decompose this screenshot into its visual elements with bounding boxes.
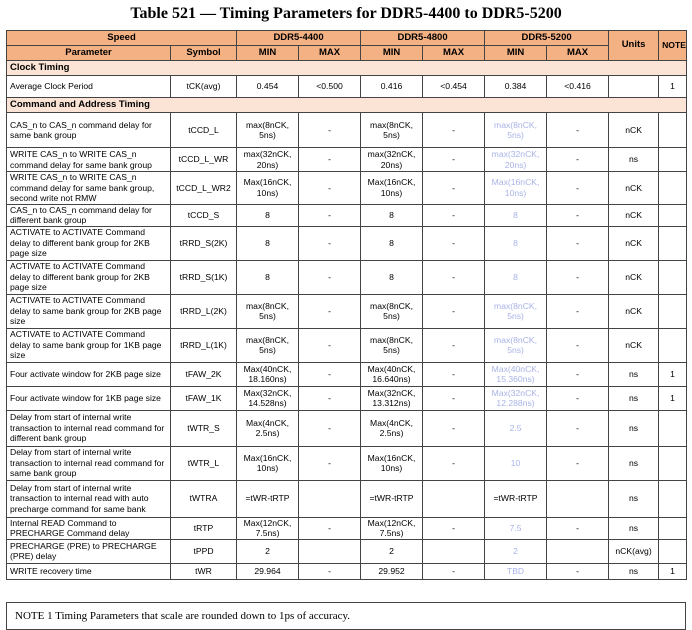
table-row (7, 172, 687, 205)
max-4400-cell: - (299, 148, 361, 172)
parameter-cell: WRITE CAS_n to WRITE CAS_n command delay for same bank group, second write not RMW (7, 172, 171, 205)
min-4400-cell: 2 (237, 539, 299, 563)
min-5200-cell: 8 (485, 260, 547, 294)
min-header: MIN (237, 46, 299, 61)
max-5200-cell: - (547, 148, 609, 172)
units-cell: nCK (609, 226, 659, 260)
parameter-cell: Delay from start of internal write transaction to internal read command for different bank group (7, 410, 171, 446)
parameter-cell: Delay from start of internal write transaction to internal read with auto precharge command for same bank (7, 480, 171, 517)
min-4800-cell: Max(4nCK, 2.5ns) (361, 410, 423, 446)
units-cell: ns (609, 386, 659, 410)
max-5200-cell: - (547, 294, 609, 328)
min-4800-cell: max(8nCK, 5ns) (361, 328, 423, 362)
note-cell: 1 (659, 362, 687, 386)
symbol-cell: tWR (171, 563, 237, 579)
symbol-cell: tRRD_S(2K) (171, 226, 237, 260)
min-5200-cell: =tWR-tRTP (485, 480, 547, 517)
max-4800-cell (423, 539, 485, 563)
max-5200-cell: - (547, 172, 609, 205)
min-4400-cell: =tWR-tRTP (237, 480, 299, 517)
max-5200-cell (547, 480, 609, 517)
max-header: MAX (547, 46, 609, 61)
max-4400-cell: - (299, 204, 361, 226)
min-4800-cell: Max(12nCK, 7.5ns) (361, 517, 423, 539)
note-header: NOTE (659, 31, 687, 61)
table-row (7, 328, 687, 362)
parameter-cell: Four activate window for 1KB page size (7, 386, 171, 410)
symbol-cell: tFAW_2K (171, 362, 237, 386)
section-label: Command and Address Timing (7, 98, 687, 113)
section-label: Clock Timing (7, 61, 687, 76)
max-5200-cell: - (547, 563, 609, 579)
max-4800-cell: - (423, 517, 485, 539)
units-cell: ns (609, 362, 659, 386)
table-row (7, 539, 687, 563)
max-5200-cell: - (547, 328, 609, 362)
max-4400-cell: - (299, 517, 361, 539)
symbol-cell: tCCD_L_WR2 (171, 172, 237, 205)
min-4400-cell: 29.964 (237, 563, 299, 579)
table-row (7, 204, 687, 226)
max-4400-cell: - (299, 446, 361, 480)
timing-table (6, 30, 687, 580)
min-5200-cell: 0.384 (485, 76, 547, 98)
min-5200-cell: 8 (485, 204, 547, 226)
units-cell: ns (609, 148, 659, 172)
max-4400-cell (299, 480, 361, 517)
min-4400-cell: Max(32nCK, 14.528ns) (237, 386, 299, 410)
max-5200-cell: - (547, 446, 609, 480)
min-4800-cell: Max(40nCK, 16.640ns) (361, 362, 423, 386)
parameter-cell: WRITE recovery time (7, 563, 171, 579)
units-cell (609, 76, 659, 98)
min-4400-cell: Max(12nCK, 7.5ns) (237, 517, 299, 539)
min-4400-cell: 0.454 (237, 76, 299, 98)
max-4400-cell: - (299, 410, 361, 446)
table-row (7, 76, 687, 98)
max-4400-cell: - (299, 563, 361, 579)
max-4800-cell: - (423, 410, 485, 446)
units-cell: nCK (609, 328, 659, 362)
table-row (7, 386, 687, 410)
max-4400-cell: - (299, 226, 361, 260)
note-cell (659, 172, 687, 205)
table-row (7, 294, 687, 328)
units-cell: nCK (609, 113, 659, 148)
note-cell (659, 260, 687, 294)
max-4400-cell: - (299, 172, 361, 205)
min-4400-cell: 8 (237, 204, 299, 226)
note-cell (659, 113, 687, 148)
min-4400-cell: Max(16nCK, 10ns) (237, 172, 299, 205)
table-row (7, 517, 687, 539)
units-header: Units (609, 31, 659, 61)
min-4400-cell: Max(40nCK, 18.160ns) (237, 362, 299, 386)
max-4400-cell: - (299, 362, 361, 386)
table-row (7, 113, 687, 148)
units-cell: nCK (609, 260, 659, 294)
min-5200-cell: 2 (485, 539, 547, 563)
units-cell: ns (609, 480, 659, 517)
parameter-cell: ACTIVATE to ACTIVATE Command delay to different bank group for 2KB page size (7, 260, 171, 294)
section-row (7, 61, 687, 76)
footnote: NOTE 1 Timing Parameters that scale are rounded down to 1ps of accuracy. (6, 602, 686, 630)
symbol-header: Symbol (171, 46, 237, 61)
table-row (7, 226, 687, 260)
min-4800-cell: 8 (361, 204, 423, 226)
min-4800-cell: 8 (361, 260, 423, 294)
note-cell: 1 (659, 386, 687, 410)
min-4800-cell: max(8nCK, 5ns) (361, 294, 423, 328)
min-4400-cell: Max(16nCK, 10ns) (237, 446, 299, 480)
min-5200-cell: Max(40nCK, 15.360ns) (485, 362, 547, 386)
symbol-cell: tRRD_L(1K) (171, 328, 237, 362)
max-5200-cell (547, 539, 609, 563)
symbol-cell: tRRD_L(2K) (171, 294, 237, 328)
units-cell: ns (609, 446, 659, 480)
max-4800-cell: - (423, 386, 485, 410)
symbol-cell: tWTR_L (171, 446, 237, 480)
min-5200-cell: Max(32nCK, 12.288ns) (485, 386, 547, 410)
parameter-cell: ACTIVATE to ACTIVATE Command delay to different bank group for 2KB page size (7, 226, 171, 260)
symbol-cell: tRTP (171, 517, 237, 539)
units-cell: ns (609, 517, 659, 539)
table-row (7, 410, 687, 446)
note-cell (659, 226, 687, 260)
min-4400-cell: Max(4nCK, 2.5ns) (237, 410, 299, 446)
table-row (7, 446, 687, 480)
min-5200-cell: TBD (485, 563, 547, 579)
max-4800-cell: - (423, 172, 485, 205)
max-4800-cell: - (423, 446, 485, 480)
note-cell: 1 (659, 76, 687, 98)
min-4400-cell: max(8nCK, 5ns) (237, 294, 299, 328)
note-cell (659, 446, 687, 480)
symbol-cell: tWTRA (171, 480, 237, 517)
max-header: MAX (423, 46, 485, 61)
parameter-cell: Internal READ Command to PRECHARGE Command delay (7, 517, 171, 539)
min-4400-cell: 8 (237, 226, 299, 260)
max-5200-cell: - (547, 517, 609, 539)
max-5200-cell: - (547, 410, 609, 446)
symbol-cell: tPPD (171, 539, 237, 563)
max-4400-cell (299, 539, 361, 563)
max-4800-cell: - (423, 148, 485, 172)
parameter-header: Parameter (7, 46, 171, 61)
max-4400-cell: - (299, 294, 361, 328)
min-4800-cell: 29.952 (361, 563, 423, 579)
min-4400-cell: max(8nCK, 5ns) (237, 328, 299, 362)
symbol-cell: tCCD_S (171, 204, 237, 226)
note-cell (659, 204, 687, 226)
max-4800-cell: - (423, 204, 485, 226)
parameter-cell: CAS_n to CAS_n command delay for different bank group (7, 204, 171, 226)
min-5200-cell: max(32nCK, 20ns) (485, 148, 547, 172)
table-row (7, 362, 687, 386)
max-4800-cell: <0.454 (423, 76, 485, 98)
units-cell: nCK (609, 294, 659, 328)
symbol-cell: tCK(avg) (171, 76, 237, 98)
max-5200-cell: <0.416 (547, 76, 609, 98)
note-cell (659, 539, 687, 563)
parameter-cell: Delay from start of internal write transaction to internal read command for same bank group (7, 446, 171, 480)
max-4800-cell: - (423, 260, 485, 294)
max-4800-cell: - (423, 328, 485, 362)
units-cell: nCK (609, 204, 659, 226)
max-5200-cell: - (547, 362, 609, 386)
max-4400-cell: - (299, 113, 361, 148)
min-header: MIN (485, 46, 547, 61)
units-cell: nCK (609, 172, 659, 205)
min-4800-cell: 8 (361, 226, 423, 260)
min-4800-cell: max(8nCK, 5ns) (361, 113, 423, 148)
note-cell: 1 (659, 563, 687, 579)
table-row (7, 260, 687, 294)
min-4800-cell: 2 (361, 539, 423, 563)
table-row (7, 148, 687, 172)
note-cell (659, 517, 687, 539)
table-body (7, 61, 687, 580)
max-5200-cell: - (547, 204, 609, 226)
min-5200-cell: Max(16nCK, 10ns) (485, 172, 547, 205)
max-4800-cell (423, 480, 485, 517)
symbol-cell: tWTR_S (171, 410, 237, 446)
symbol-cell: tRRD_S(1K) (171, 260, 237, 294)
parameter-cell: CAS_n to CAS_n command delay for same bank group (7, 113, 171, 148)
min-4800-cell: max(32nCK, 20ns) (361, 148, 423, 172)
min-4400-cell: max(8nCK, 5ns) (237, 113, 299, 148)
min-4800-cell: Max(32nCK, 13.312ns) (361, 386, 423, 410)
min-5200-cell: max(8nCK, 5ns) (485, 328, 547, 362)
note-cell (659, 410, 687, 446)
note-cell (659, 294, 687, 328)
parameter-cell: ACTIVATE to ACTIVATE Command delay to same bank group for 2KB page size (7, 294, 171, 328)
units-cell: ns (609, 563, 659, 579)
grade-header-4400: DDR5-4400 (237, 31, 361, 46)
max-5200-cell: - (547, 386, 609, 410)
note-cell (659, 480, 687, 517)
min-4800-cell: =tWR-tRTP (361, 480, 423, 517)
min-5200-cell: 2.5 (485, 410, 547, 446)
max-4800-cell: - (423, 113, 485, 148)
min-5200-cell: max(8nCK, 5ns) (485, 113, 547, 148)
symbol-cell: tCCD_L_WR (171, 148, 237, 172)
note-cell (659, 148, 687, 172)
units-cell: ns (609, 410, 659, 446)
min-4800-cell: 0.416 (361, 76, 423, 98)
min-4400-cell: max(32nCK, 20ns) (237, 148, 299, 172)
grade-header-4800: DDR5-4800 (361, 31, 485, 46)
note-cell (659, 328, 687, 362)
min-5200-cell: 7.5 (485, 517, 547, 539)
max-4400-cell: - (299, 328, 361, 362)
max-5200-cell: - (547, 113, 609, 148)
table-row (7, 480, 687, 517)
max-4800-cell: - (423, 294, 485, 328)
min-header: MIN (361, 46, 423, 61)
symbol-cell: tFAW_1K (171, 386, 237, 410)
max-5200-cell: - (547, 226, 609, 260)
parameter-cell: WRITE CAS_n to WRITE CAS_n command delay for same bank group (7, 148, 171, 172)
units-cell: nCK(avg) (609, 539, 659, 563)
max-4400-cell: - (299, 386, 361, 410)
max-5200-cell: - (547, 260, 609, 294)
min-4800-cell: Max(16nCK, 10ns) (361, 172, 423, 205)
max-4800-cell: - (423, 563, 485, 579)
parameter-cell: Average Clock Period (7, 76, 171, 98)
grade-header-5200: DDR5-5200 (485, 31, 609, 46)
table-title: Table 521 — Timing Parameters for DDR5-4400 to DDR5-5200 (130, 5, 562, 22)
min-4400-cell: 8 (237, 260, 299, 294)
symbol-cell: tCCD_L (171, 113, 237, 148)
parameter-cell: ACTIVATE to ACTIVATE Command delay to same bank group for 1KB page size (7, 328, 171, 362)
min-4800-cell: Max(16nCK, 10ns) (361, 446, 423, 480)
max-4400-cell: <0.500 (299, 76, 361, 98)
speed-header: Speed (7, 31, 237, 46)
min-5200-cell: max(8nCK, 5ns) (485, 294, 547, 328)
max-4800-cell: - (423, 226, 485, 260)
section-row (7, 98, 687, 113)
parameter-cell: PRECHARGE (PRE) to PRECHARGE (PRE) delay (7, 539, 171, 563)
min-5200-cell: 10 (485, 446, 547, 480)
parameter-cell: Four activate window for 2KB page size (7, 362, 171, 386)
max-4400-cell: - (299, 260, 361, 294)
max-header: MAX (299, 46, 361, 61)
min-5200-cell: 8 (485, 226, 547, 260)
max-4800-cell: - (423, 362, 485, 386)
table-row (7, 563, 687, 579)
